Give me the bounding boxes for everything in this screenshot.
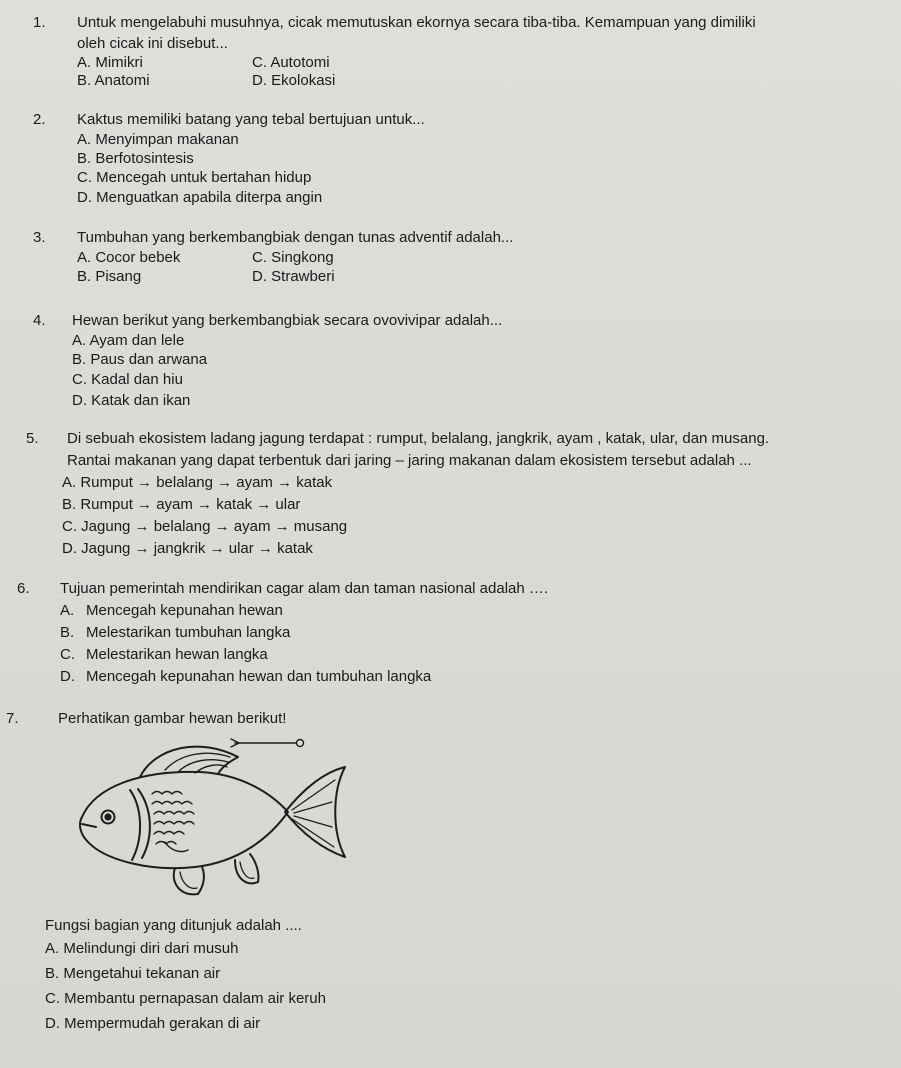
q1-option-c[interactable]: C. Autotomi <box>252 54 330 71</box>
q5-option-a[interactable]: A. Rumput → belalang → ayam → katak <box>62 474 333 491</box>
q2-number: 2. <box>33 111 46 128</box>
q4-option-b[interactable]: B. Paus dan arwana <box>72 351 208 368</box>
q6-option-b[interactable]: Melestarikan tumbuhan langka <box>86 624 291 641</box>
q1-number: 1. <box>33 14 46 31</box>
q7-option-b[interactable]: B. Mengetahui tekanan air <box>45 965 221 982</box>
q2-option-b[interactable]: B. Berfotosintesis <box>77 150 194 167</box>
q6-stem: Tujuan pemerintah mendirikan cagar alam dan taman nasional adalah …. <box>60 580 549 597</box>
q3-number: 3. <box>33 229 46 246</box>
q7-option-d[interactable]: D. Mempermudah gerakan di air <box>45 1015 261 1032</box>
q2-stem: Kaktus memiliki batang yang tebal bertujuan untuk... <box>77 111 425 128</box>
q5-option-d[interactable]: D. Jagung → jangkrik → ular → katak <box>62 540 313 557</box>
q3-option-b[interactable]: B. Pisang <box>77 268 142 285</box>
q1-stem-line1: Untuk mengelabuhi musuhnya, cicak memutuskan ekornya secara tiba-tiba. Kemampuan yang dimiliki <box>77 14 756 31</box>
q4-option-a[interactable]: A. Ayam dan lele <box>72 332 185 349</box>
q3-stem: Tumbuhan yang berkembangbiak dengan tunas adventif adalah... <box>77 229 514 246</box>
q4-option-d[interactable]: D. Katak dan ikan <box>72 392 191 409</box>
q5-stem-line1: Di sebuah ekosistem ladang jagung terdapat : rumput, belalang, jangkrik, ayam , katak, ular, dan musang. <box>67 430 770 447</box>
q4-stem: Hewan berikut yang berkembangbiak secara ovovivipar adalah... <box>72 312 503 329</box>
q7-option-c[interactable]: C. Membantu pernapasan dalam air keruh <box>45 990 326 1007</box>
q3-option-a[interactable]: A. Cocor bebek <box>77 249 181 266</box>
q5-option-c[interactable]: C. Jagung → belalang → ayam → musang <box>62 518 348 535</box>
q1-option-b[interactable]: B. Anatomi <box>77 72 150 89</box>
q7-option-a[interactable]: A. Melindungi diri dari musuh <box>45 940 239 957</box>
q6-option-a-letter[interactable]: A. <box>60 602 75 619</box>
q6-option-c[interactable]: Melestarikan hewan langka <box>86 646 268 663</box>
q5-option-b[interactable]: B. Rumput → ayam → katak → ular <box>62 496 301 513</box>
q4-number: 4. <box>33 312 46 329</box>
q1-stem-line2: oleh cicak ini disebut... <box>77 35 228 52</box>
q7-stem: Perhatikan gambar hewan berikut! <box>58 710 287 727</box>
q7-question: Fungsi bagian yang ditunjuk adalah .... <box>45 917 302 934</box>
q5-number: 5. <box>26 430 39 447</box>
q2-option-d[interactable]: D. Menguatkan apabila diterpa angin <box>77 189 323 206</box>
q3-option-c[interactable]: C. Singkong <box>252 249 334 266</box>
q2-option-c[interactable]: C. Mencegah untuk bertahan hidup <box>77 169 312 186</box>
q4-option-c[interactable]: C. Kadal dan hiu <box>72 371 183 388</box>
q6-option-c-letter[interactable]: C. <box>60 646 75 663</box>
q6-option-d-letter[interactable]: D. <box>60 668 75 685</box>
q6-number: 6. <box>17 580 30 597</box>
q3-option-d[interactable]: D. Strawberi <box>252 268 335 285</box>
q1-option-d[interactable]: D. Ekolokasi <box>252 72 336 89</box>
q6-option-b-letter[interactable]: B. <box>60 624 75 641</box>
q6-option-a[interactable]: Mencegah kepunahan hewan <box>86 602 283 619</box>
fish-illustration-icon <box>70 732 350 902</box>
q1-option-a[interactable]: A. Mimikri <box>77 54 143 71</box>
q2-option-a[interactable]: A. Menyimpan makanan <box>77 131 239 148</box>
q7-number: 7. <box>6 710 19 727</box>
q5-stem-line2: Rantai makanan yang dapat terbentuk dari jaring – jaring makanan dalam ekosistem tersebut adalah ... <box>67 452 752 469</box>
q6-option-d[interactable]: Mencegah kepunahan hewan dan tumbuhan langka <box>86 668 432 685</box>
